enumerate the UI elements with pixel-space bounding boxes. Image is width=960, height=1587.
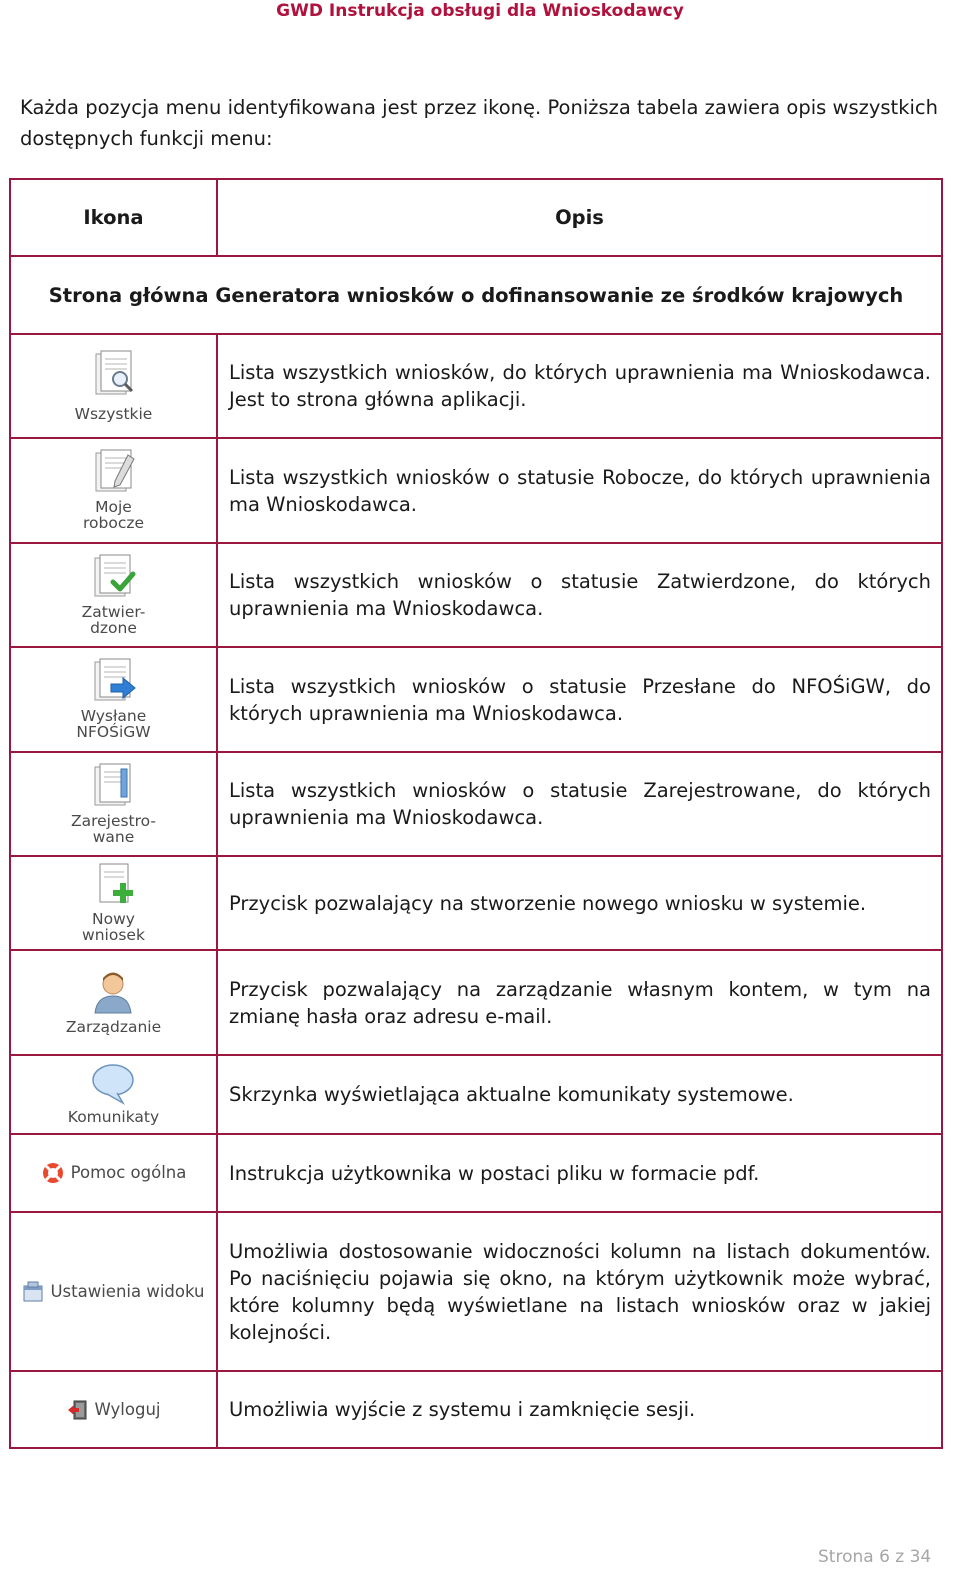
row-description: Lista wszystkich wniosków o statusie Robocze, do których uprawnienia ma Wnioskodawca.: [217, 438, 942, 543]
wszystkie-button[interactable]: [75, 350, 153, 422]
icon-label: Zarejestro- wane: [70, 811, 157, 846]
row-description: Umożliwia dostosowanie widoczności kolumn na listach dokumentów. Po naciśnięciu pojawia się okno, na którym użytkownik może wybrać, które kolumny będą wyświetlane na listach wniosków oraz w jakiej kolejności.: [217, 1212, 942, 1371]
section-title: Strona główna Generatora wniosków o dofinansowanie ze środków krajowych: [10, 256, 942, 334]
table-row: [10, 752, 942, 856]
table-row: [10, 1055, 942, 1134]
icon-label: Nowy wniosek: [82, 909, 145, 944]
menu-functions-table: [9, 178, 943, 1449]
page-number: Strona 6 z 34: [818, 1547, 932, 1567]
icon-cell: [10, 647, 217, 752]
document-check-icon: [83, 554, 143, 600]
table-row: [10, 438, 942, 543]
row-description: Skrzynka wyświetlająca aktualne komunikaty systemowe.: [217, 1055, 942, 1134]
table-row: [10, 856, 942, 950]
document-search-icon: [84, 350, 144, 402]
icon-label: Wszystkie: [74, 404, 153, 423]
wyslane-button[interactable]: [76, 658, 150, 740]
icon-label: Wysłane NFOŚiGW: [76, 707, 151, 741]
icon-label: Ustawienia widoku: [50, 1281, 205, 1301]
user-icon: [83, 969, 143, 1015]
zarejestrowane-button[interactable]: [71, 763, 156, 845]
row-description: Przycisk pozwalający na zarządzanie własnym kontem, w tym na zmianę hasła oraz adresu e-mail.: [217, 950, 942, 1055]
icon-cell: [10, 1371, 217, 1448]
row-description: Lista wszystkich wniosków o statusie Przesłane do NFOŚiGW, do których uprawnienia ma Wnioskodawca.: [217, 647, 942, 752]
komunikaty-button[interactable]: [68, 1063, 159, 1125]
icon-cell: [10, 543, 217, 647]
row-description: Przycisk pozwalający na stworzenie nowego wniosku w systemie.: [217, 856, 942, 950]
table-row: [10, 1371, 942, 1448]
zatwierdzone-button[interactable]: [82, 554, 146, 636]
icon-label: Moje robocze: [82, 498, 145, 532]
table-row: [10, 1134, 942, 1212]
icon-cell: [10, 1212, 217, 1371]
icon-cell: [10, 334, 217, 438]
speech-bubble-icon: [83, 1063, 143, 1105]
row-description: Lista wszystkich wniosków, do których uprawnienia ma Wnioskodawca. Jest to strona główna aplikacji.: [217, 334, 942, 438]
wyloguj-button[interactable]: [11, 1399, 216, 1421]
icon-cell: [10, 856, 217, 950]
nowy-wniosek-button[interactable]: [82, 863, 145, 943]
intro-paragraph: Każda pozycja menu identyfikowana jest przez ikonę. Poniższa tabela zawiera opis wszystkich dostępnych funkcji menu:: [20, 96, 938, 150]
icon-label: Zarządzanie: [65, 1018, 162, 1036]
table-row: [10, 647, 942, 752]
row-description: Lista wszystkich wniosków o statusie Zarejestrowane, do których uprawnienia ma Wnioskodawca.: [217, 752, 942, 856]
document-send-icon: [83, 658, 143, 704]
column-header-description: Opis: [217, 179, 942, 256]
view-settings-icon: [22, 1281, 44, 1303]
pomoc-ogolna-button[interactable]: [11, 1161, 216, 1185]
icon-cell: [10, 438, 217, 543]
document-add-icon: [83, 863, 143, 907]
icon-cell: [10, 752, 217, 856]
document-register-icon: [83, 763, 143, 809]
icon-label: Pomoc ogólna: [70, 1163, 187, 1182]
document-pen-icon: [84, 449, 144, 495]
page-header: GWD Instrukcja obsługi dla Wnioskodawcy: [276, 1, 684, 21]
table-row: [10, 1212, 942, 1371]
row-description: Lista wszystkich wniosków o statusie Zatwierdzone, do których uprawnienia ma Wnioskodawca.: [217, 543, 942, 647]
lifebuoy-icon: [41, 1161, 65, 1185]
ustawienia-widoku-button[interactable]: [11, 1281, 216, 1303]
column-header-icon: Ikona: [10, 179, 217, 256]
zarzadzanie-button[interactable]: [66, 969, 161, 1035]
icon-label: Wyloguj: [94, 1399, 161, 1419]
icon-label: Komunikaty: [67, 1108, 160, 1126]
moje-robocze-button[interactable]: [83, 449, 144, 531]
icon-cell: [10, 1134, 217, 1212]
icon-cell: [10, 1055, 217, 1134]
icon-cell: [10, 950, 217, 1055]
table-row: [10, 950, 942, 1055]
row-description: Umożliwia wyjście z systemu i zamknięcie sesji.: [217, 1371, 942, 1448]
logout-icon: [67, 1399, 89, 1421]
table-row: [10, 543, 942, 647]
row-description: Instrukcja użytkownika w postaci pliku w formacie pdf.: [217, 1134, 942, 1212]
table-row: [10, 334, 942, 438]
icon-label: Zatwier- dzone: [81, 602, 146, 637]
